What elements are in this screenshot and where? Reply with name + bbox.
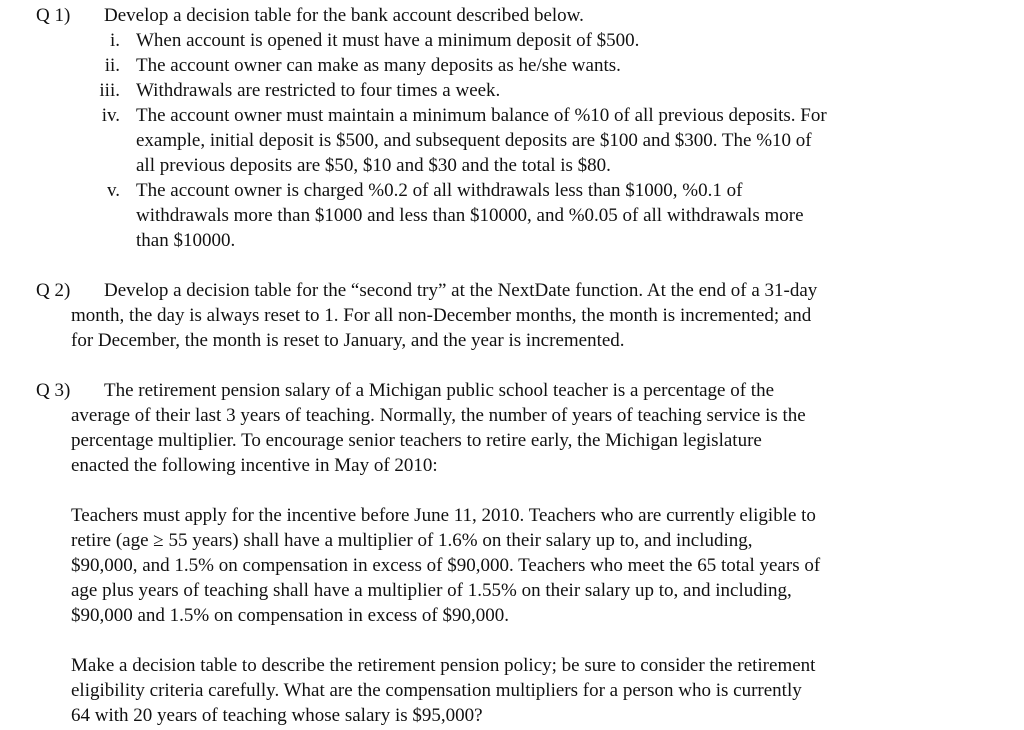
question-3-paragraph-2: $90,000 and 1.5% on compensation in excess of $90,000.: [71, 605, 509, 626]
question-2-text: Develop a decision table for the “second try” at the NextDate function. At the end of a 31-day: [104, 280, 818, 301]
question-3-paragraph-2: age plus years of teaching shall have a multiplier of 1.55% on their salary up to, and including,: [71, 580, 792, 601]
question-2-text: month, the day is always reset to 1. For all non-December months, the month is incremented; and: [71, 305, 812, 326]
question-3-paragraph-2: $90,000, and 1.5% on compensation in excess of $90,000. Teachers who meet the 65 total years of: [71, 555, 821, 576]
question-3-text: enacted the following incentive in May of 2010:: [71, 455, 438, 476]
item-text: The account owner can make as many deposits as he/she wants.: [136, 55, 621, 76]
question-3-paragraph-2: Teachers must apply for the incentive before June 11, 2010. Teachers who are currently eligible to: [71, 505, 816, 526]
item-text: than $10000.: [136, 230, 236, 251]
item-number: iii.: [99, 80, 120, 101]
question-3-text: average of their last 3 years of teaching. Normally, the number of years of teaching service is the: [71, 405, 806, 426]
item-text: example, initial deposit is $500, and subsequent deposits are $100 and $300. The %10 of: [136, 130, 812, 151]
question-3-label: Q 3): [36, 380, 71, 401]
item-text: Withdrawals are restricted to four times a week.: [136, 80, 501, 101]
item-text: all previous deposits are $50, $10 and $30 and the total is $80.: [136, 155, 611, 176]
item-number: ii.: [104, 55, 120, 76]
question-3-paragraph-3: Make a decision table to describe the retirement pension policy; be sure to consider the retirement: [71, 655, 816, 676]
question-1-label: Q 1): [36, 5, 71, 26]
item-number: iv.: [101, 105, 120, 126]
question-1-title: Develop a decision table for the bank account described below.: [104, 5, 584, 26]
item-number: v.: [106, 180, 120, 201]
item-text: withdrawals more than $1000 and less than $10000, and %0.05 of all withdrawals more: [136, 205, 804, 226]
item-text: When account is opened it must have a minimum deposit of $500.: [136, 30, 640, 51]
question-2-label: Q 2): [36, 280, 71, 301]
question-3-paragraph-3: eligibility criteria carefully. What are the compensation multipliers for a person who is currently: [71, 680, 802, 701]
item-text: The account owner must maintain a minimum balance of %10 of all previous deposits. For: [136, 105, 827, 126]
question-2-text: for December, the month is reset to January, and the year is incremented.: [71, 330, 625, 351]
question-3-paragraph-3: 64 with 20 years of teaching whose salary is $95,000?: [71, 705, 483, 726]
question-3-paragraph-2: retire (age ≥ 55 years) shall have a multiplier of 1.6% on their salary up to, and including,: [71, 530, 753, 551]
question-3-text: percentage multiplier. To encourage senior teachers to retire early, the Michigan legislature: [71, 430, 762, 451]
item-text: The account owner is charged %0.2 of all withdrawals less than $1000, %0.1 of: [136, 180, 743, 201]
item-number: i.: [109, 30, 120, 51]
question-3-text: The retirement pension salary of a Michigan public school teacher is a percentage of the: [104, 380, 775, 401]
